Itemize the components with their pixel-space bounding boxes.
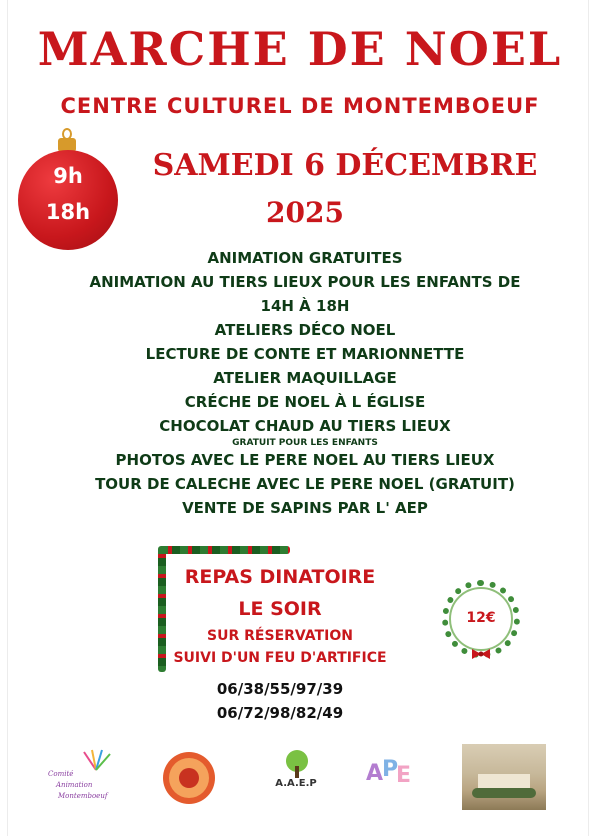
- hours-end: 18h: [45, 200, 91, 224]
- phone-number: 06/38/55/97/39: [216, 680, 344, 698]
- event-date: SAMEDI 6 DÉCEMBRE: [152, 148, 538, 183]
- activity-item: ANIMATION GRATUITES: [207, 249, 403, 267]
- activity-item: ATELIERS DÉCO NOEL: [214, 321, 396, 339]
- logo-text: Comité: [48, 770, 74, 778]
- venue-subtitle: CENTRE CULTUREL DE MONTEMBOEUF: [60, 94, 540, 118]
- activity-item: VENTE DE SAPINS PAR L' AEP: [182, 499, 428, 517]
- holly-garland-icon: [160, 546, 290, 554]
- event-year: 2025: [266, 196, 344, 229]
- price-label: 12€: [466, 610, 496, 626]
- poster-title: MARCHE DE NOEL: [37, 22, 563, 76]
- aaep-logo-text: A.A.E.P: [275, 778, 317, 789]
- hours-start: 9h: [53, 164, 83, 188]
- cow-icon: [179, 768, 199, 788]
- activity-note: GRATUIT POUR LES ENFANTS: [232, 438, 378, 448]
- repas-title: REPAS DINATOIRE: [184, 566, 376, 588]
- logo-text: Montemboeuf: [58, 792, 108, 800]
- partner-logo-round: [163, 752, 215, 804]
- activity-item: ANIMATION AU TIERS LIEUX POUR LES ENFANTS DE: [89, 273, 521, 291]
- greenery: [472, 788, 536, 798]
- activity-item: TOUR DE CALECHE AVEC LE PERE NOEL (GRATUIT): [95, 475, 515, 493]
- ape-letter-icon: A: [366, 761, 384, 786]
- activities-list: [60, 246, 550, 520]
- ape-letter-icon: E: [396, 763, 412, 788]
- phone-number: 06/72/98/82/49: [216, 704, 344, 722]
- repas-when: LE SOIR: [238, 598, 322, 620]
- ape-logo: [366, 755, 414, 807]
- activity-item: 14H À 18H: [260, 297, 350, 315]
- firework-icon: [78, 748, 114, 772]
- logo-text: Animation: [56, 781, 93, 789]
- bow-icon: [470, 648, 492, 660]
- ape-letter-icon: P: [382, 757, 399, 782]
- aaep-logo: [266, 748, 326, 808]
- activity-item: PHOTOS AVEC LE PERE NOEL AU TIERS LIEUX: [115, 451, 495, 469]
- activity-item: CRÉCHE DE NOEL À L ÉGLISE: [184, 393, 426, 411]
- repas-reservation: SUR RÉSERVATION: [207, 628, 353, 644]
- church-nativity-photo: [462, 744, 546, 810]
- tree-trunk: [295, 766, 299, 778]
- repas-fireworks: SUIVI D'UN FEU D'ARTIFICE: [173, 650, 387, 666]
- activity-item: CHOCOLAT CHAUD AU TIERS LIEUX: [159, 417, 451, 435]
- activity-item: LECTURE DE CONTE ET MARIONNETTE: [145, 345, 465, 363]
- activity-item: ATELIER MAQUILLAGE: [213, 369, 397, 387]
- comite-animation-logo: [48, 748, 118, 808]
